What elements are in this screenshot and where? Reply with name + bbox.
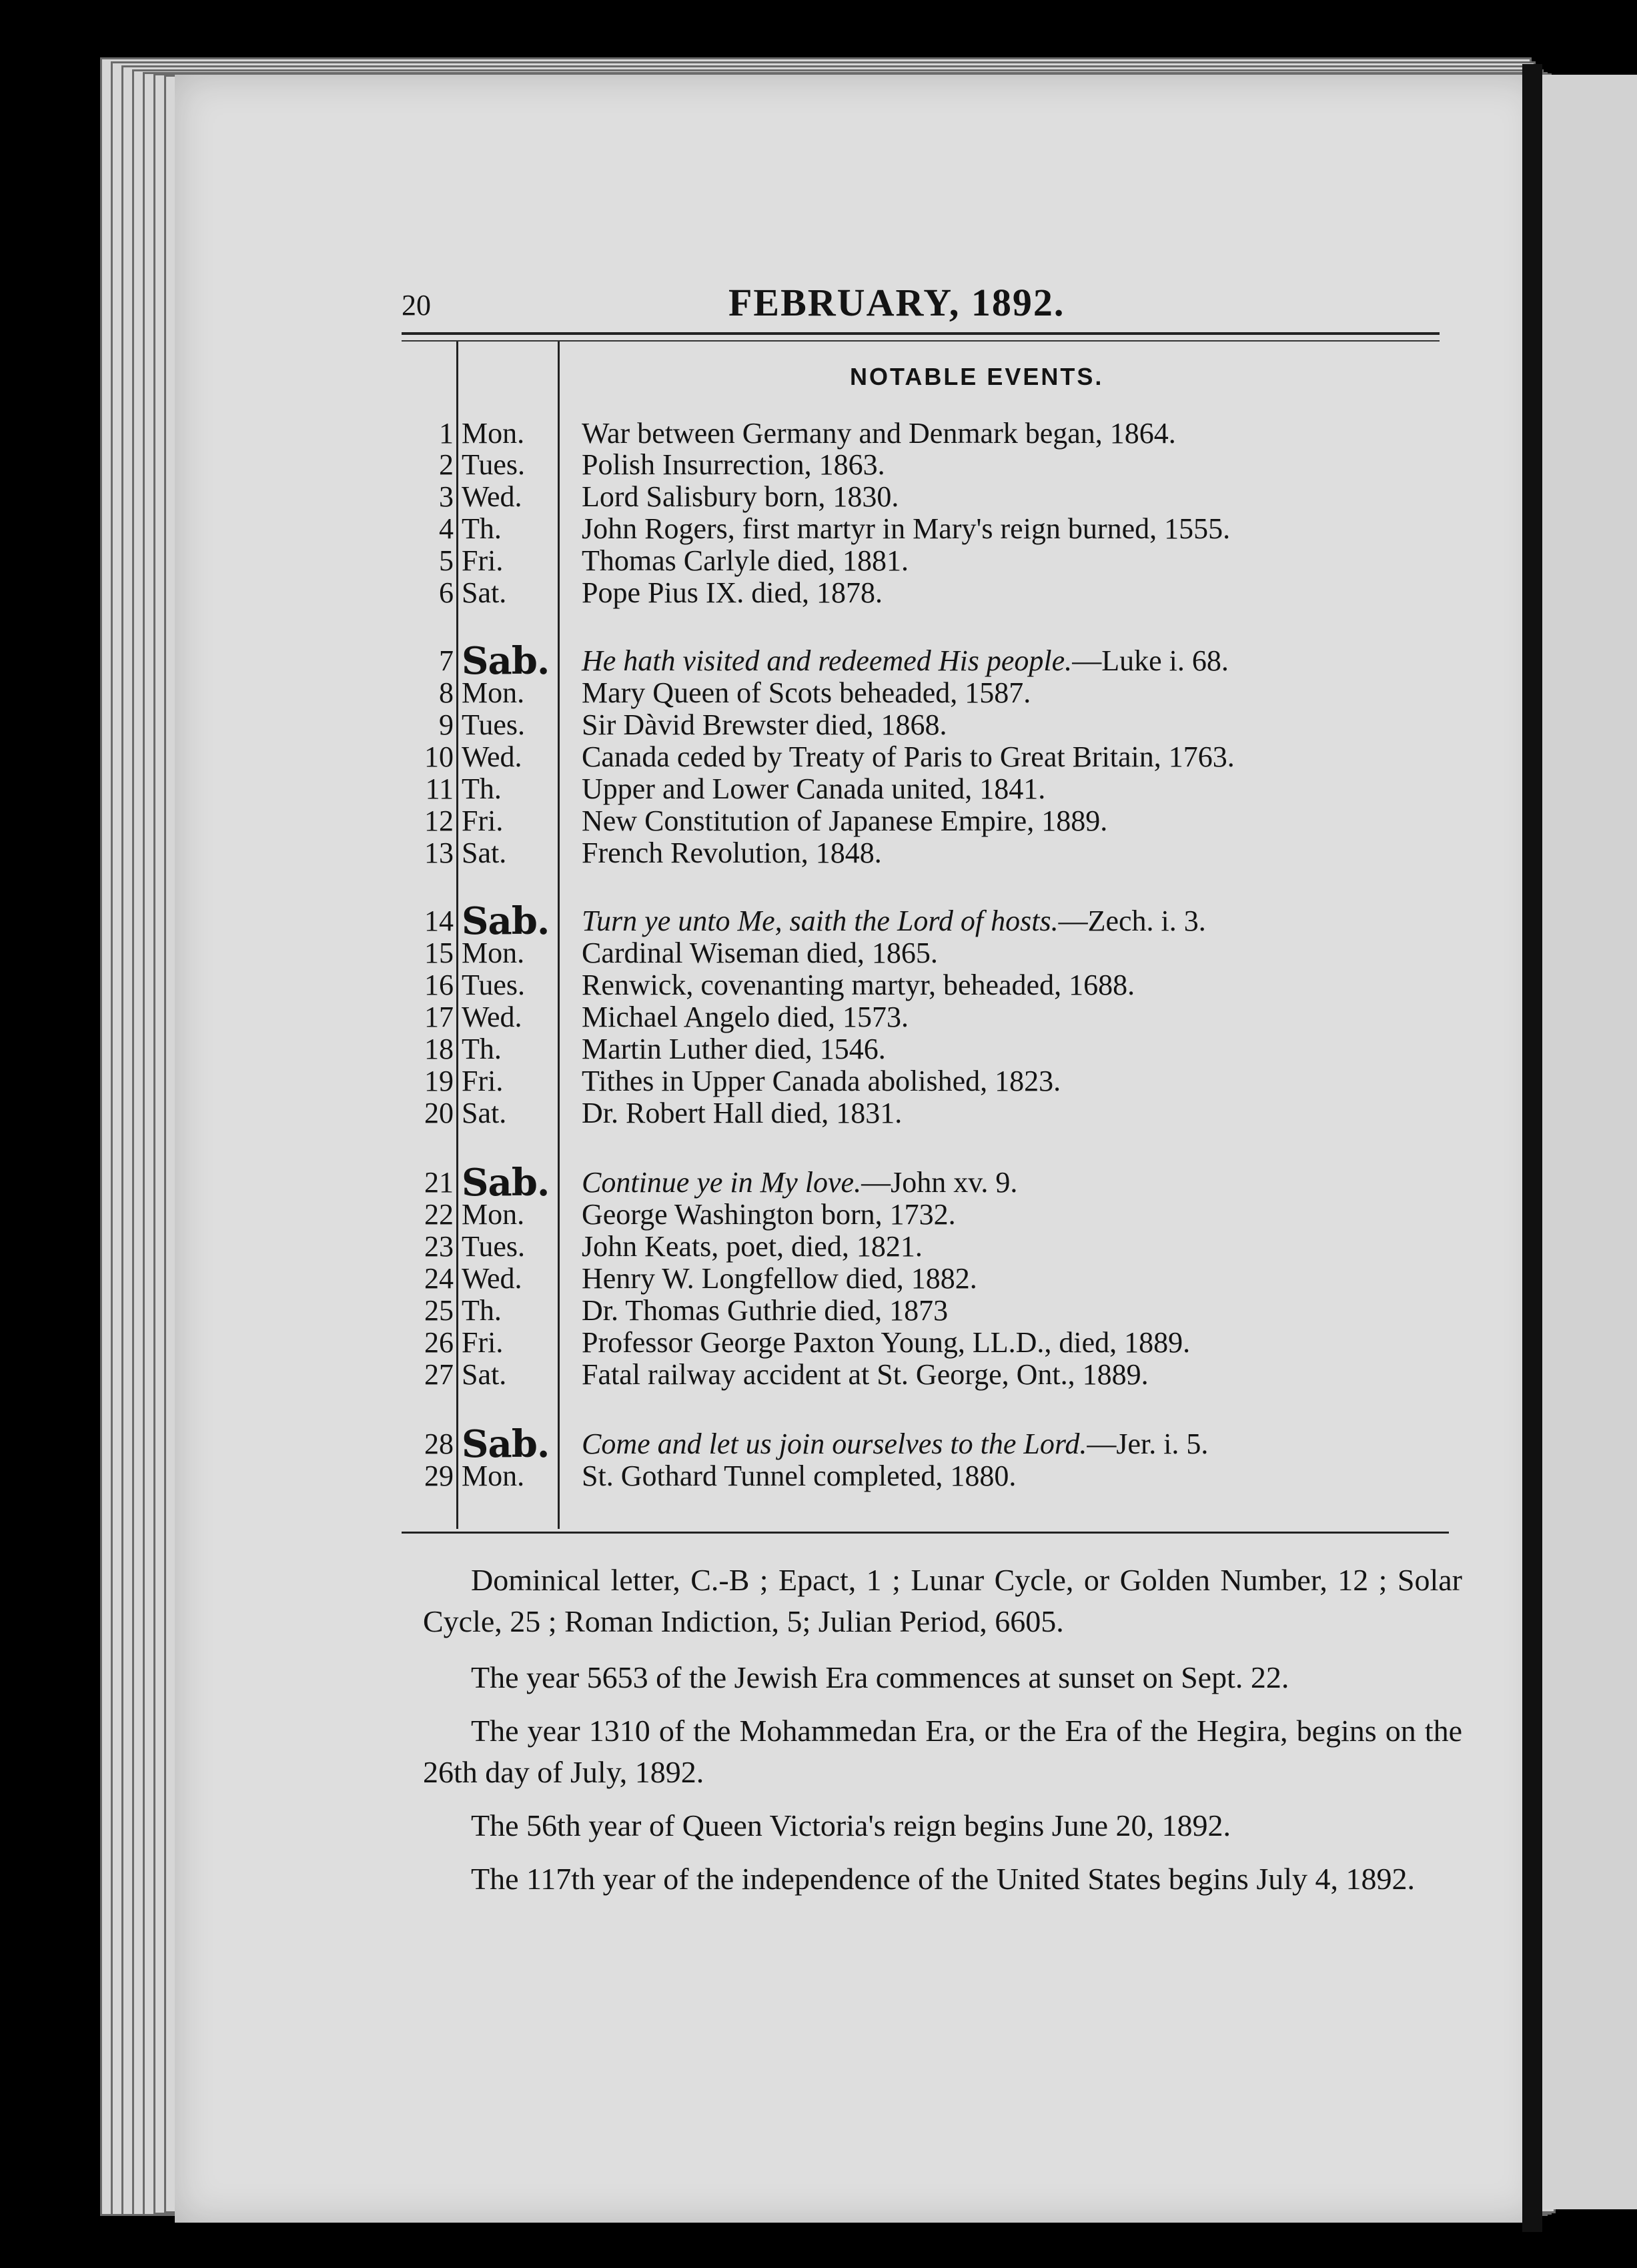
day-number: 4 xyxy=(439,512,454,545)
day-number: 11 xyxy=(425,772,454,805)
scripture-reference: —Zech. i. 3. xyxy=(1058,905,1206,937)
weekday-label: Fri. xyxy=(462,1326,504,1359)
day-number: 5 xyxy=(439,544,454,577)
day-number: 1 xyxy=(439,417,454,450)
day-row xyxy=(0,1198,1637,1231)
notable-event: French Revolution, 1848. xyxy=(582,836,882,869)
day-row xyxy=(0,1294,1637,1327)
day-number: 10 xyxy=(424,740,454,773)
day-number: 17 xyxy=(424,1001,454,1033)
day-number: 3 xyxy=(439,480,454,513)
scripture-quote: He hath visited and redeemed His people. xyxy=(582,644,1073,677)
day-number: 28 xyxy=(424,1428,454,1460)
notable-event: Sir Dàvid Brewster died, 1868. xyxy=(582,708,947,741)
day-row xyxy=(0,1460,1637,1493)
day-row xyxy=(0,1001,1637,1034)
notable-event: Renwick, covenanting martyr, beheaded, 1688. xyxy=(582,969,1135,1001)
notable-event: John Keats, poet, died, 1821. xyxy=(582,1230,923,1263)
day-row xyxy=(0,804,1637,838)
notable-event: Mary Queen of Scots beheaded, 1587. xyxy=(582,676,1031,709)
weekday-label: Fri. xyxy=(462,1065,504,1097)
day-row xyxy=(0,1358,1637,1391)
sabbath-row xyxy=(0,1422,1637,1466)
day-number: 29 xyxy=(424,1460,454,1492)
weekday-label: Tues. xyxy=(462,708,525,741)
notable-event: Michael Angelo died, 1573. xyxy=(582,1001,909,1033)
day-row xyxy=(0,1065,1637,1098)
note-dominical-letter: Dominical letter, C.-B ; Epact, 1 ; Lunar Cycle, or Golden Number, 12 ; Solar Cycle, 25 ; Roman Indiction, 5; Julian Period, 6605. xyxy=(423,1563,1462,1638)
weekday-label: Sat. xyxy=(462,576,507,609)
day-number: 6 xyxy=(439,576,454,609)
adjacent-page-edge xyxy=(1542,75,1637,2209)
day-number: 24 xyxy=(424,1262,454,1295)
day-row xyxy=(0,937,1637,970)
footer-rule xyxy=(402,1532,1449,1534)
day-row xyxy=(0,1097,1637,1130)
weekday-label: Fri. xyxy=(462,804,504,837)
note-jewish-era: The year 5653 of the Jewish Era commences at sunset on Sept. 22. xyxy=(471,1660,1289,1694)
weekday-label: Wed. xyxy=(462,1262,522,1295)
day-number: 19 xyxy=(424,1065,454,1097)
events-heading: NOTABLE EVENTS. xyxy=(850,363,1104,390)
notable-event: Martin Luther died, 1546. xyxy=(582,1033,886,1065)
day-number: 20 xyxy=(424,1097,454,1129)
day-number: 15 xyxy=(424,937,454,969)
day-number: 8 xyxy=(439,676,454,709)
weekday-label: Sat. xyxy=(462,836,507,869)
day-row xyxy=(0,1326,1637,1359)
note-victoria-reign: The 56th year of Queen Victoria's reign begins June 20, 1892. xyxy=(471,1808,1231,1842)
notable-event: War between Germany and Denmark began, 1864. xyxy=(582,417,1176,450)
weekday-label: Mon. xyxy=(462,676,525,709)
weekday-label: Sat. xyxy=(462,1097,507,1129)
weekday-label: Sab. xyxy=(462,1161,550,1205)
day-row xyxy=(0,969,1637,1002)
header-rule xyxy=(402,332,1440,335)
weekday-label: Mon. xyxy=(462,417,525,450)
notable-event: Lord Salisbury born, 1830. xyxy=(582,480,899,513)
day-number: 21 xyxy=(424,1166,454,1199)
day-row xyxy=(0,1230,1637,1263)
day-number: 12 xyxy=(424,804,454,837)
weekday-label: Th. xyxy=(462,512,502,545)
weekday-label: Mon. xyxy=(462,1460,525,1492)
day-row xyxy=(0,836,1637,870)
day-number: 23 xyxy=(424,1230,454,1263)
page-number: 20 xyxy=(402,289,431,322)
notable-event: Dr. Thomas Guthrie died, 1873 xyxy=(582,1294,949,1327)
notable-event: Upper and Lower Canada united, 1841. xyxy=(582,772,1046,805)
scripture-verse xyxy=(582,1166,1017,1199)
scripture-reference: —John xv. 9. xyxy=(861,1166,1018,1199)
scripture-quote: Continue ye in My love. xyxy=(582,1166,862,1199)
day-row xyxy=(0,708,1637,742)
day-row xyxy=(0,1033,1637,1066)
weekday-label: Tues. xyxy=(462,1230,525,1263)
notable-event: Polish Insurrection, 1863. xyxy=(582,448,885,481)
note-us-independence: The 117th year of the independence of the United States begins July 4, 1892. xyxy=(471,1862,1415,1896)
day-number: 13 xyxy=(424,836,454,869)
calendar-page xyxy=(175,75,1542,2223)
notable-event: New Constitution of Japanese Empire, 1889. xyxy=(582,804,1108,837)
day-number: 22 xyxy=(424,1198,454,1231)
scripture-quote: Come and let us join ourselves to the Lord. xyxy=(582,1428,1087,1460)
scripture-verse xyxy=(582,905,1206,938)
book-gutter xyxy=(1522,64,1542,2232)
notable-event: Fatal railway accident at St. George, Ont., 1889. xyxy=(582,1358,1149,1391)
notable-event: John Rogers, first martyr in Mary's reign burned, 1555. xyxy=(582,512,1231,545)
weekday-label: Mon. xyxy=(462,1198,525,1231)
day-row xyxy=(0,448,1637,482)
weekday-label: Tues. xyxy=(462,969,525,1001)
scripture-reference: —Jer. i. 5. xyxy=(1087,1428,1209,1460)
weekday-label: Wed. xyxy=(462,480,522,513)
weekday-label: Sat. xyxy=(462,1358,507,1391)
notable-event: Henry W. Longfellow died, 1882. xyxy=(582,1262,977,1295)
day-row xyxy=(0,512,1637,546)
day-row xyxy=(0,417,1637,450)
scripture-reference: —Luke i. 68. xyxy=(1072,644,1229,677)
day-row xyxy=(0,544,1637,578)
day-row xyxy=(0,576,1637,610)
notable-event: Pope Pius IX. died, 1878. xyxy=(582,576,883,609)
day-row xyxy=(0,480,1637,514)
day-number: 2 xyxy=(439,448,454,481)
notable-event: Tithes in Upper Canada abolished, 1823. xyxy=(582,1065,1061,1097)
weekday-label: Mon. xyxy=(462,937,525,969)
notable-event: Professor George Paxton Young, LL.D., died, 1889. xyxy=(582,1326,1191,1359)
day-number: 16 xyxy=(424,969,454,1001)
day-number: 7 xyxy=(439,644,454,677)
day-number: 25 xyxy=(424,1294,454,1327)
day-number: 14 xyxy=(424,905,454,937)
notable-event: Dr. Robert Hall died, 1831. xyxy=(582,1097,903,1129)
day-number: 27 xyxy=(424,1358,454,1391)
weekday-label: Sab. xyxy=(462,1422,550,1466)
notable-event: Thomas Carlyle died, 1881. xyxy=(582,544,909,577)
weekday-label: Wed. xyxy=(462,740,522,773)
scripture-verse xyxy=(582,1428,1208,1461)
weekday-label: Th. xyxy=(462,772,502,805)
notable-event: Cardinal Wiseman died, 1865. xyxy=(582,937,938,969)
sabbath-row xyxy=(0,1161,1637,1205)
day-number: 9 xyxy=(439,708,454,741)
scripture-verse xyxy=(582,644,1229,678)
scripture-quote: Turn ye unto Me, saith the Lord of hosts. xyxy=(582,905,1059,937)
page-title: FEBRUARY, 1892. xyxy=(728,281,1065,324)
weekday-label: Tues. xyxy=(462,448,525,481)
notable-event: St. Gothard Tunnel completed, 1880. xyxy=(582,1460,1017,1492)
notable-event: Canada ceded by Treaty of Paris to Great Britain, 1763. xyxy=(582,740,1235,773)
sabbath-row xyxy=(0,639,1637,683)
day-row xyxy=(0,740,1637,774)
day-number: 18 xyxy=(424,1033,454,1065)
weekday-label: Th. xyxy=(462,1294,502,1327)
weekday-label: Sab. xyxy=(462,899,550,943)
day-number: 26 xyxy=(424,1326,454,1359)
day-row xyxy=(0,772,1637,806)
weekday-label: Sab. xyxy=(462,639,550,683)
notable-event: George Washington born, 1732. xyxy=(582,1198,956,1231)
day-row xyxy=(0,676,1637,710)
weekday-label: Wed. xyxy=(462,1001,522,1033)
weekday-label: Fri. xyxy=(462,544,504,577)
sabbath-row xyxy=(0,899,1637,943)
weekday-label: Th. xyxy=(462,1033,502,1065)
note-mohammedan-era: The year 1310 of the Mohammedan Era, or the Era of the Hegira, begins on the 26th day of July, 1892. xyxy=(423,1714,1462,1789)
day-row xyxy=(0,1262,1637,1295)
